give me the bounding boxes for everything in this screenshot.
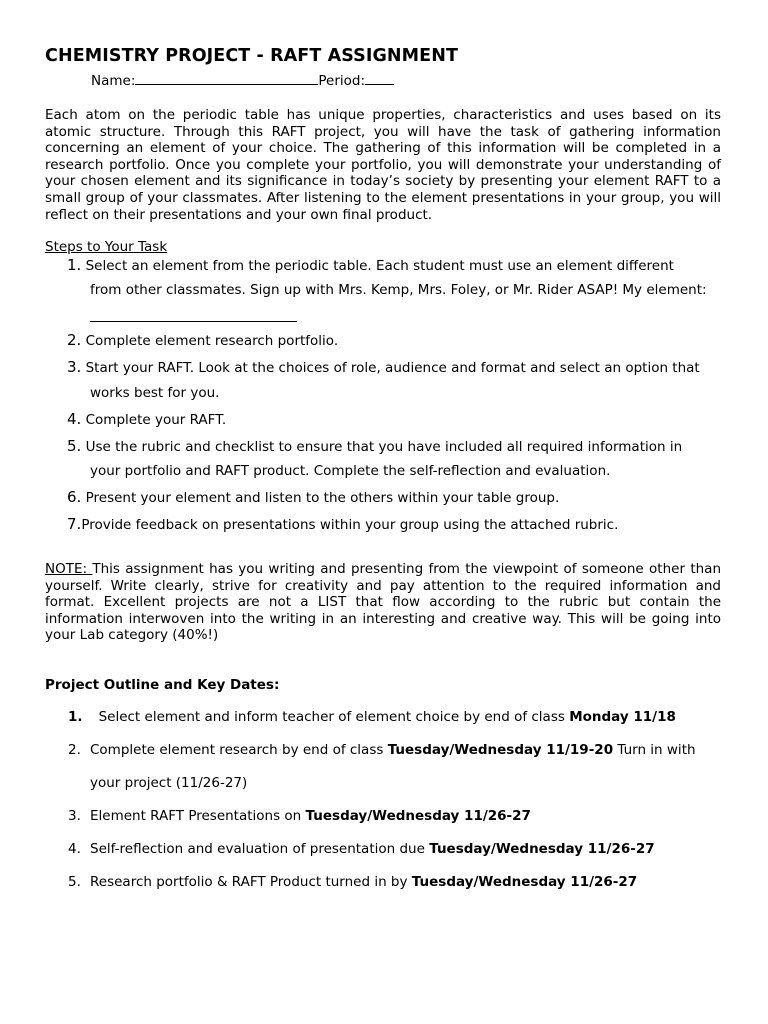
key-date-date: Tuesday/Wednesday 11/19-20 <box>387 742 614 758</box>
step-text: Provide feedback on presentations within your group using the attached rubric. <box>81 517 619 533</box>
note-label: NOTE: <box>45 561 93 577</box>
key-date-text: Element RAFT Presentations on <box>90 808 306 824</box>
key-date-item-4 <box>68 841 655 857</box>
step-text: Complete element research portfolio. <box>81 333 339 349</box>
period-blank[interactable] <box>365 71 394 85</box>
step-text: Start your RAFT. Look at the choices of role, audience and format and select an option that <box>81 360 700 376</box>
step-text: Present your element and listen to the others within your table group. <box>81 490 560 506</box>
step-item-3 <box>67 358 700 376</box>
note-paragraph <box>45 561 721 644</box>
key-date-text: Self-reflection and evaluation of presentation due <box>90 841 430 857</box>
step-item-1 <box>67 256 674 274</box>
key-date-number: 4. <box>68 841 81 857</box>
key-date-item-5 <box>68 874 637 890</box>
step-text-continued: from other classmates. Sign up with Mrs. Kemp, Mrs. Foley, or Mr. Rider ASAP! My element: <box>90 282 707 298</box>
key-date-text: Research portfolio & RAFT Product turned in by <box>90 874 412 890</box>
key-date-number: 3. <box>68 808 81 824</box>
step-number: 1. <box>67 256 82 274</box>
step-text-continued: your portfolio and RAFT product. Complete the self-reflection and evaluation. <box>90 463 611 479</box>
step-number: 5. <box>67 437 82 455</box>
step-number: 2. <box>67 331 82 349</box>
key-date-number: 1. <box>68 709 83 725</box>
key-date-after: Turn in with <box>613 742 696 758</box>
step-item-4 <box>67 410 226 428</box>
document-title: CHEMISTRY PROJECT - RAFT ASSIGNMENT <box>45 46 459 66</box>
name-label: Name: <box>91 73 136 89</box>
name-period-line <box>91 71 394 89</box>
step-item-5 <box>67 437 682 455</box>
key-date-item-3 <box>68 808 531 824</box>
step-text-continued: works best for you. <box>90 385 220 401</box>
period-label: Period: <box>318 73 366 89</box>
key-date-continued: your project (11/26-27) <box>90 775 248 791</box>
intro-paragraph: Each atom on the periodic table has unique properties, characteristics and uses based on its atomic structure. Through this RAFT project, you will have the task of gathering information concerning an element of your choice. The gathering of this information will be completed in a research portfolio. Once you complete your portfolio, you will demonstrate your understanding of your chosen element and its significance in today’s society by presenting your element RAFT to a small group of your classmates. After listening to the element presentations in your group, you will reflect on their presentations and your own final product. <box>45 107 721 223</box>
key-date-item-1 <box>68 709 676 725</box>
step-item-6 <box>67 488 559 506</box>
key-date-item-2 <box>68 742 696 758</box>
step-text: Use the rubric and checklist to ensure that you have included all required information in <box>81 439 683 455</box>
key-date-number: 2. <box>68 742 81 758</box>
step-text: Select an element from the periodic table. Each student must use an element different <box>81 258 674 274</box>
key-date-number: 5. <box>68 874 81 890</box>
key-date-text: Complete element research by end of class <box>90 742 388 758</box>
key-date-date: Tuesday/Wednesday 11/26-27 <box>429 841 655 857</box>
steps-heading: Steps to Your Task <box>45 239 168 255</box>
step-number: 6. <box>67 488 82 506</box>
key-date-text: Select element and inform teacher of element choice by end of class <box>90 709 570 725</box>
step-text: Complete your RAFT. <box>81 412 227 428</box>
key-date-date: Tuesday/Wednesday 11/26-27 <box>305 808 531 824</box>
step-item-7 <box>67 515 618 533</box>
key-date-date: Monday 11/18 <box>569 709 676 725</box>
note-text: This assignment has you writing and presenting from the viewpoint of someone other than yourself. Write clearly, strive for creativity and pay attention to the required information and format. Excellent projects are not a LIST that flow according to the rubric but contain the information interwoven into the writing in an interesting and creative way. This will be going into your Lab category (40%!) <box>45 561 722 644</box>
step-number: 4. <box>67 410 82 428</box>
key-date-date: Tuesday/Wednesday 11/26-27 <box>411 874 638 890</box>
step-item-2 <box>67 331 338 349</box>
step-number: 3. <box>67 358 82 376</box>
outline-heading: Project Outline and Key Dates: <box>45 677 280 693</box>
step-number: 7. <box>67 515 82 533</box>
element-blank[interactable] <box>90 321 297 322</box>
name-blank[interactable] <box>135 71 318 85</box>
